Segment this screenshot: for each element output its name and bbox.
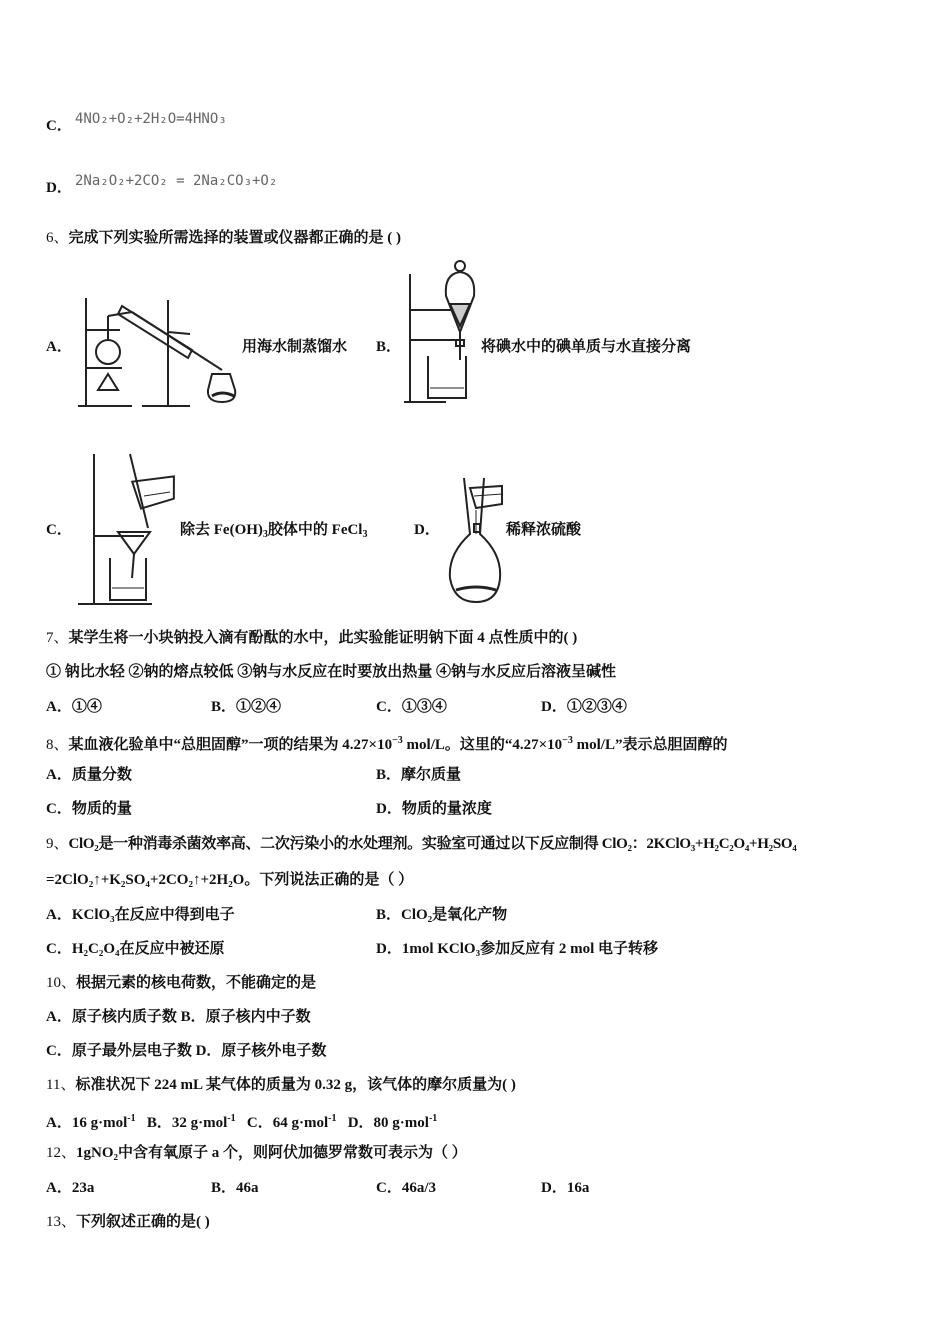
q6-c-text [180, 520, 367, 545]
q9-stem-line2: =2ClO₂↑+K₂SO₄+2CO₂↑+2H₂O。下列说法正确的是（ ） [46, 872, 414, 888]
q6-c-sub: 3 [262, 529, 268, 540]
q7-number: 7、 [46, 630, 69, 646]
q9-option-d: D．1mol KClO₃参加反应有 2 mol 电子转移 [376, 941, 658, 957]
q5-option-c-letter: C． [46, 118, 72, 134]
q6-b-letter: B． [376, 339, 402, 355]
q6-d-text: 稀释浓硫酸 [506, 522, 582, 538]
filtration-apparatus-image [72, 450, 182, 610]
q11-options [46, 1109, 437, 1133]
q11-stem-text: 标准状况下 224 mL 某气体的质量为 0.32 g，该气体的摩尔质量为( ) [75, 1077, 516, 1093]
q6-b-text: 将碘水中的碘单质与水直接分离 [481, 339, 692, 355]
q7-option-a: A．①④ [46, 699, 102, 715]
q8-stem-1: 某血液化验单中“总胆固醇”一项的结果为 4.27×10 [68, 737, 393, 753]
q8-stem [46, 731, 727, 755]
q13-stem-text: 下列叙述正确的是( ) [76, 1214, 210, 1230]
q8-number: 8、 [46, 737, 69, 753]
q9-number: 9、 [46, 836, 69, 852]
q5-option-c [46, 116, 72, 136]
q5-option-d-letter: D． [46, 180, 72, 196]
q12-stem-text: 1gNO₂中含有氧原子 a 个，则阿伏加德罗常数可表示为（ ） [76, 1145, 467, 1161]
q11-option-a-exp: -1 [127, 1113, 136, 1124]
volumetric-flask-image [440, 474, 510, 614]
q7-option-d: D．①②③④ [541, 699, 627, 715]
q10-stem [46, 973, 316, 993]
q9-option-c: C．H₂C₂O₄在反应中被还原 [46, 941, 225, 957]
q8-exp-1: −3 [392, 735, 403, 746]
q5-option-d-formula: 2Na₂O₂+2CO₂ = 2Na₂CO₃+O₂ [75, 173, 278, 189]
q13-number: 13、 [46, 1214, 77, 1230]
q9-line1: ClO₂是一种消毒杀菌效率高、二次污染小的水处理剂。实验室可通过以下反应制得 ClO₂：2KClO₃+H₂C₂O₄+H₂SO₄ [68, 836, 797, 852]
q11-number: 11、 [46, 1077, 76, 1093]
q8-stem-3: mol/L”表示总胆固醇的 [572, 737, 728, 753]
q7-option-b: B．①②④ [211, 699, 282, 715]
q11-option-c-exp: -1 [328, 1113, 337, 1124]
q12-option-b: B．46a [211, 1180, 259, 1196]
q8-stem-2: mol/L。这里的“4.27×10 [402, 737, 563, 753]
q5-option-c-formula: 4NO₂+O₂+2H₂O=4HNO₃ [75, 111, 227, 127]
q11-option-b: B．32 g·mol [146, 1115, 228, 1131]
q12-option-a: A．23a [46, 1180, 95, 1196]
q6-a-text: 用海水制蒸馏水 [242, 339, 348, 355]
q7-option-c: C．①③④ [376, 699, 447, 715]
q11-option-b-exp: -1 [227, 1113, 236, 1124]
q12-option-d: D．16a [541, 1180, 590, 1196]
q12-option-c: C．46a/3 [376, 1180, 437, 1196]
q10-options-line1: A．原子核内质子数 B．原子核内中子数 [46, 1009, 311, 1025]
q8-option-a: A．质量分数 [46, 767, 132, 783]
q11-option-d-exp: -1 [428, 1113, 438, 1124]
q6-stem-text: 完成下列实验所需选择的装置或仪器都正确的是 ( ) [68, 230, 402, 246]
q9-option-b: B．ClO₂是氧化产物 [376, 907, 508, 923]
q8-exp-2: −3 [562, 735, 573, 746]
q7-stem-text: 某学生将一小块钠投入滴有酚酞的水中，此实验能证明钠下面 4 点性质中的( ) [68, 630, 578, 646]
q12-number: 12、 [46, 1145, 77, 1161]
q5-option-d [46, 178, 72, 198]
q12-stem [46, 1143, 467, 1163]
q6-c-sub2: 3 [362, 529, 368, 540]
q6-c-text-post: 胶体中的 FeCl [267, 522, 363, 538]
q10-stem-text: 根据元素的核电荷数，不能确定的是 [76, 975, 317, 991]
q8-option-c: C．物质的量 [46, 801, 132, 817]
q9-stem-line1 [46, 834, 796, 854]
q11-option-d: D．80 g·mol [347, 1115, 429, 1131]
q13-stem [46, 1212, 210, 1232]
q6-a-letter: A． [46, 339, 72, 355]
separatory-funnel-image [400, 256, 480, 406]
q10-number: 10、 [46, 975, 77, 991]
q7-stem [46, 628, 577, 648]
q11-option-a: A．16 g·mol [46, 1115, 128, 1131]
q6-number: 6、 [46, 230, 69, 246]
q6-d-letter: D． [414, 522, 440, 538]
q10-options-line2: C．原子最外层电子数 D．原子核外电子数 [46, 1043, 327, 1059]
q6-c-text-pre: 除去 Fe(OH) [180, 522, 263, 538]
distillation-apparatus-image [72, 290, 242, 410]
q6-c-letter: C． [46, 522, 72, 538]
q7-properties: ① 钠比水轻 ②钠的熔点较低 ③钠与水反应在时要放出热量 ④钠与水反应后溶液呈碱性 [46, 664, 617, 680]
q11-stem [46, 1075, 516, 1095]
q6-stem [46, 228, 401, 248]
q8-option-d: D．物质的量浓度 [376, 801, 492, 817]
q11-option-c: C．64 g·mol [246, 1115, 329, 1131]
q8-option-b: B．摩尔质量 [376, 767, 462, 783]
q9-option-a: A．KClO₃在反应中得到电子 [46, 907, 235, 923]
